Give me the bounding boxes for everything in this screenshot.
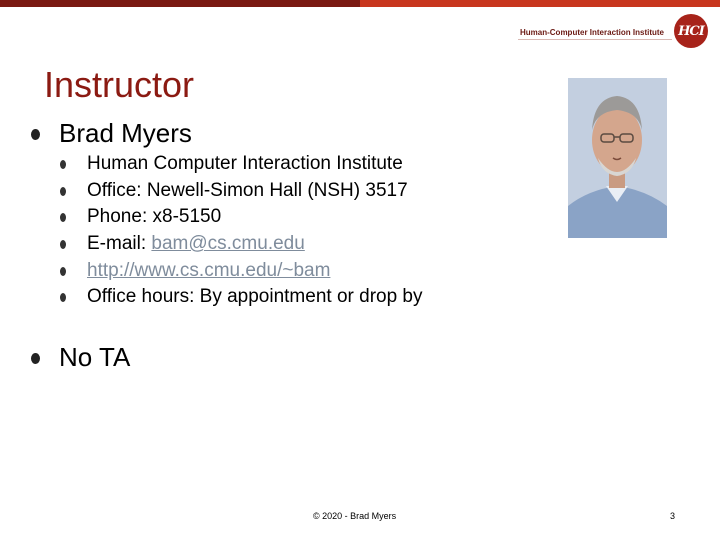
sub-bullet-text: Phone: x8-5150	[87, 206, 222, 227]
bullet-dot-icon	[31, 353, 40, 364]
sub-bullet-phone	[87, 206, 221, 228]
hcii-logo-text: Human-Computer Interaction Institute	[520, 28, 665, 37]
top-bar-dark-segment	[0, 0, 360, 7]
homepage-link[interactable]: http://www.cs.cmu.edu/~bam	[87, 260, 331, 281]
bullet-instructor-name	[59, 118, 192, 148]
bullet-text: Brad Myers	[59, 118, 192, 148]
bullet-dot-icon	[60, 187, 66, 196]
sub-bullet-homepage	[87, 260, 330, 282]
email-label: E-mail:	[87, 233, 152, 254]
portrait-illustration	[568, 78, 667, 238]
sub-bullet-office	[87, 180, 408, 202]
top-color-bar	[0, 0, 720, 7]
bullet-dot-icon	[60, 213, 66, 222]
bullet-no-ta	[59, 342, 130, 372]
bullet-dot-icon	[60, 240, 66, 249]
hci-logo-icon: HCI	[674, 14, 708, 48]
logo-underline	[518, 39, 672, 40]
footer-copyright: © 2020 - Brad Myers	[313, 511, 397, 521]
instructor-photo	[568, 78, 667, 238]
sub-bullet-institute	[87, 153, 403, 175]
slide-title: Instructor	[44, 64, 195, 105]
sub-bullet-office-hours	[87, 286, 423, 308]
sub-bullet-text: Office: Newell-Simon Hall (NSH) 3517	[87, 180, 408, 201]
email-link[interactable]: bam@cs.cmu.edu	[151, 233, 305, 254]
sub-bullet-text: Human Computer Interaction Institute	[87, 153, 403, 174]
top-bar-light-segment	[360, 0, 720, 7]
bullet-dot-icon	[60, 267, 66, 276]
bullet-dot-icon	[60, 160, 66, 169]
bullet-dot-icon	[60, 293, 66, 302]
bullet-text: No TA	[59, 342, 131, 372]
sub-bullet-email	[87, 233, 305, 255]
bullet-dot-icon	[31, 129, 40, 140]
footer-page-number: 3	[670, 511, 676, 521]
sub-bullet-text: Office hours: By appointment or drop by	[87, 286, 423, 307]
